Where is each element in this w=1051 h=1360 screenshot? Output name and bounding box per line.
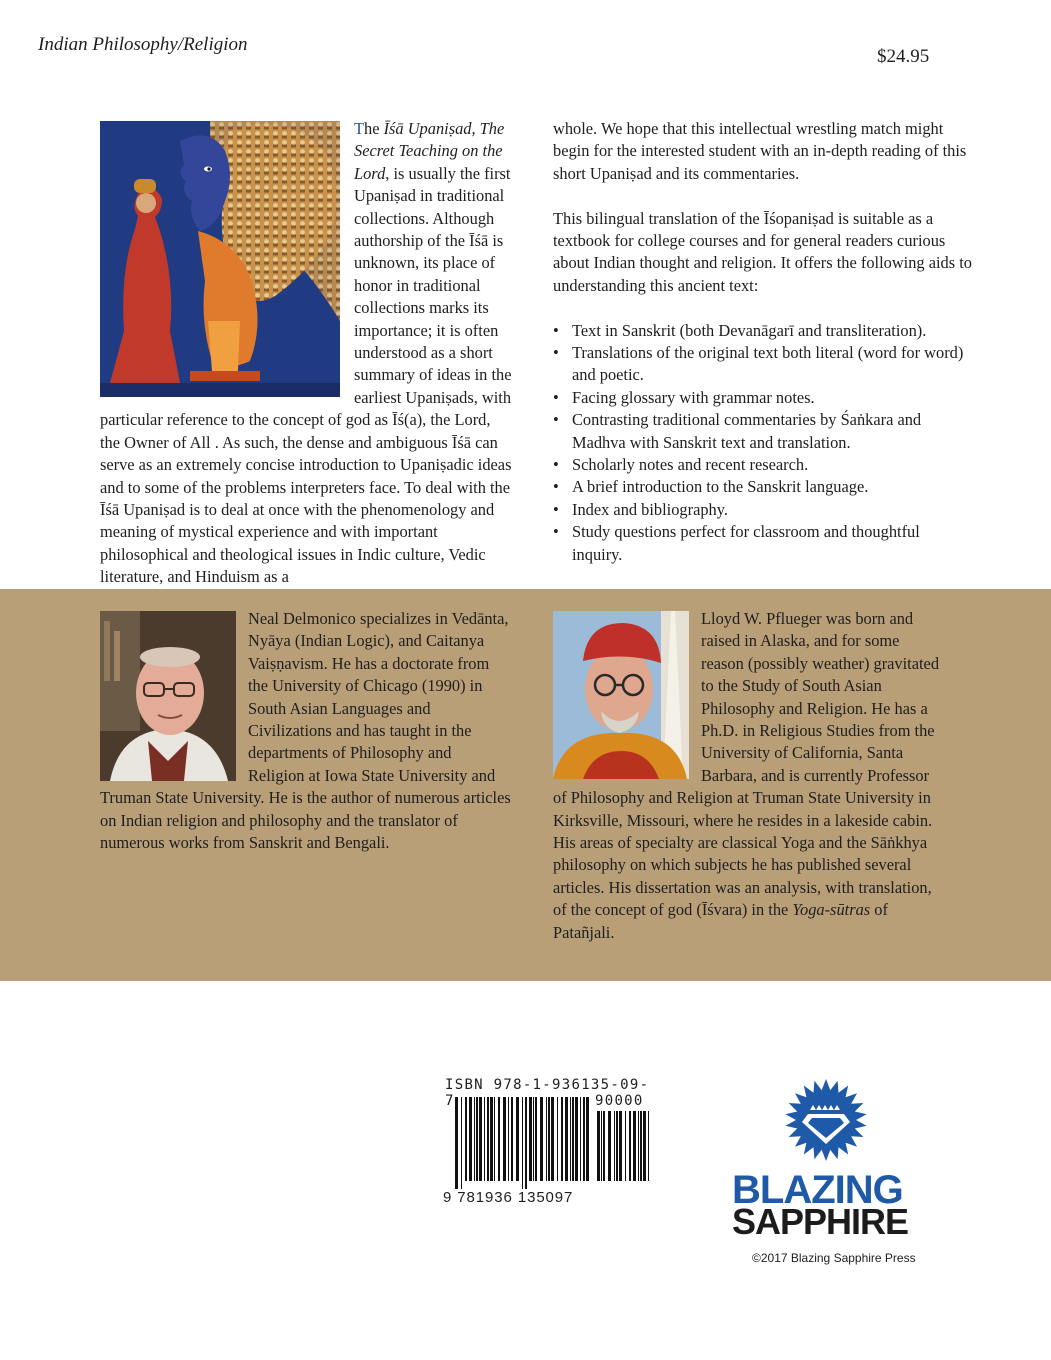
ean-barcode-bars	[453, 1097, 589, 1189]
aids-list	[553, 320, 973, 566]
sapphire-burst-icon	[784, 1078, 868, 1162]
copyright-notice: ©2017 Blazing Sapphire Press	[752, 1251, 916, 1265]
intro-continuation: whole. We hope that this intellectual wrestling match might begin for the interested student with an in-depth reading of this short Upaniṣad and its commentaries.	[553, 119, 967, 183]
isbn-barcode	[443, 1077, 655, 1207]
drop-cap: T	[354, 119, 365, 138]
addon-barcode-bars	[595, 1111, 653, 1189]
aid-item: • Translations of the original text both literal (word for word) and poetic.	[553, 342, 973, 387]
translation-paragraph: This bilingual translation of the Īśopaniṣad is suitable as a textbook for college courses and for general readers curious about Indian thought and religion. It offers the following aids to understanding this ancient text:	[553, 208, 972, 295]
intro-lead: he	[364, 119, 384, 138]
category-label: Indian Philosophy/Religion	[38, 34, 248, 55]
bio-text-delmonico: Neal Delmonico specializes in Vedānta, Nyāya (Indian Logic), and Caitanya Vaiṣṇavism. He has a doctorate from the University of Chicago (1990) in South Asian Languages and Civilizations and has taught in the departments of Philosophy and Religion at Iowa State University and Truman State University. He is the author of numerous articles on Indian religion and philosophy and the translator of numerous works from Sanskrit and Bengali.	[100, 609, 511, 853]
publisher-logo	[728, 1078, 940, 1240]
aid-item: • Facing glossary with grammar notes.	[553, 387, 973, 409]
author-photo-pflueger	[553, 611, 689, 779]
logo-wordmark-sapphire: SAPPHIRE	[732, 1201, 909, 1242]
aid-item: • Study questions perfect for classroom and thoughtful inquiry.	[553, 521, 973, 566]
intro-title: Īśā Upaniṣad, The Secret Teaching on the Lord	[354, 119, 505, 183]
price-label: $24.95	[877, 46, 930, 67]
author-photo-delmonico	[100, 611, 236, 781]
aid-item: • Text in Sanskrit (both Devanāgarī and transliteration).	[553, 320, 973, 342]
bio-text-pflueger-end: of Patañjali.	[553, 900, 888, 942]
miniature-painting-image	[100, 121, 340, 397]
bio-text-pflueger: Lloyd W. Pflueger was born and raised in Alaska, and for some reason (possibly weather) gravitated to the Study of South Asian Philosophy and Religion. He has a Ph.D. in Religious Studies from the University of California, Santa Barbara, and is currently Professor of Philosophy and Religion at Truman State University in Kirksville, Missouri, where he resides in a lakeside cabin. His areas of specialty are classical Yoga and the Sāṅkhya philosophy on which subjects he has published several articles. His dissertation was an analysis, with translation, of the concept of god (Īśvara) in the	[553, 609, 940, 920]
yoga-sutras-title: Yoga-sūtras	[792, 900, 871, 920]
description-column	[553, 118, 973, 566]
aid-item: • A brief introduction to the Sanskrit language.	[553, 476, 973, 498]
ean-label: 9 781936 135097	[443, 1189, 574, 1206]
intro-body: , is usually the first Upaniṣad in traditional collections. Although authorship of the Īśā is unknown, its place of honor in traditional collections marks its importance; it is often understood as a short summary of ideas in the earliest Upaniṣads, with particular reference to the concept of god as Īś(a), the Lord, the Owner of All . As such, the dense and ambiguous Īśā can serve as an extremely concise introduction to Upaniṣadic ideas and to some of the problems interpreters face. To deal with the Īśā Upaniṣad is to deal at once with the phenomenology and meaning of mystical experience and with important philosophical and theological issues in Indic culture, Vedic literature, and Hinduism as a	[100, 163, 512, 587]
addon-label: 90000	[595, 1093, 644, 1109]
aid-item: • Scholarly notes and recent research.	[553, 454, 973, 476]
intro-column	[100, 118, 512, 589]
aid-item: • Index and bibliography.	[553, 499, 973, 521]
aid-item: • Contrasting traditional commentaries by Śaṅkara and Madhva with Sanskrit text and translation.	[553, 409, 973, 454]
isbn-label: ISBN 978-1-936135-09-7	[445, 1077, 650, 1109]
author-bio-pflueger	[553, 608, 945, 944]
author-bio-delmonico	[100, 608, 512, 854]
logo-wordmark-blazing: BLAZING	[732, 1168, 903, 1212]
